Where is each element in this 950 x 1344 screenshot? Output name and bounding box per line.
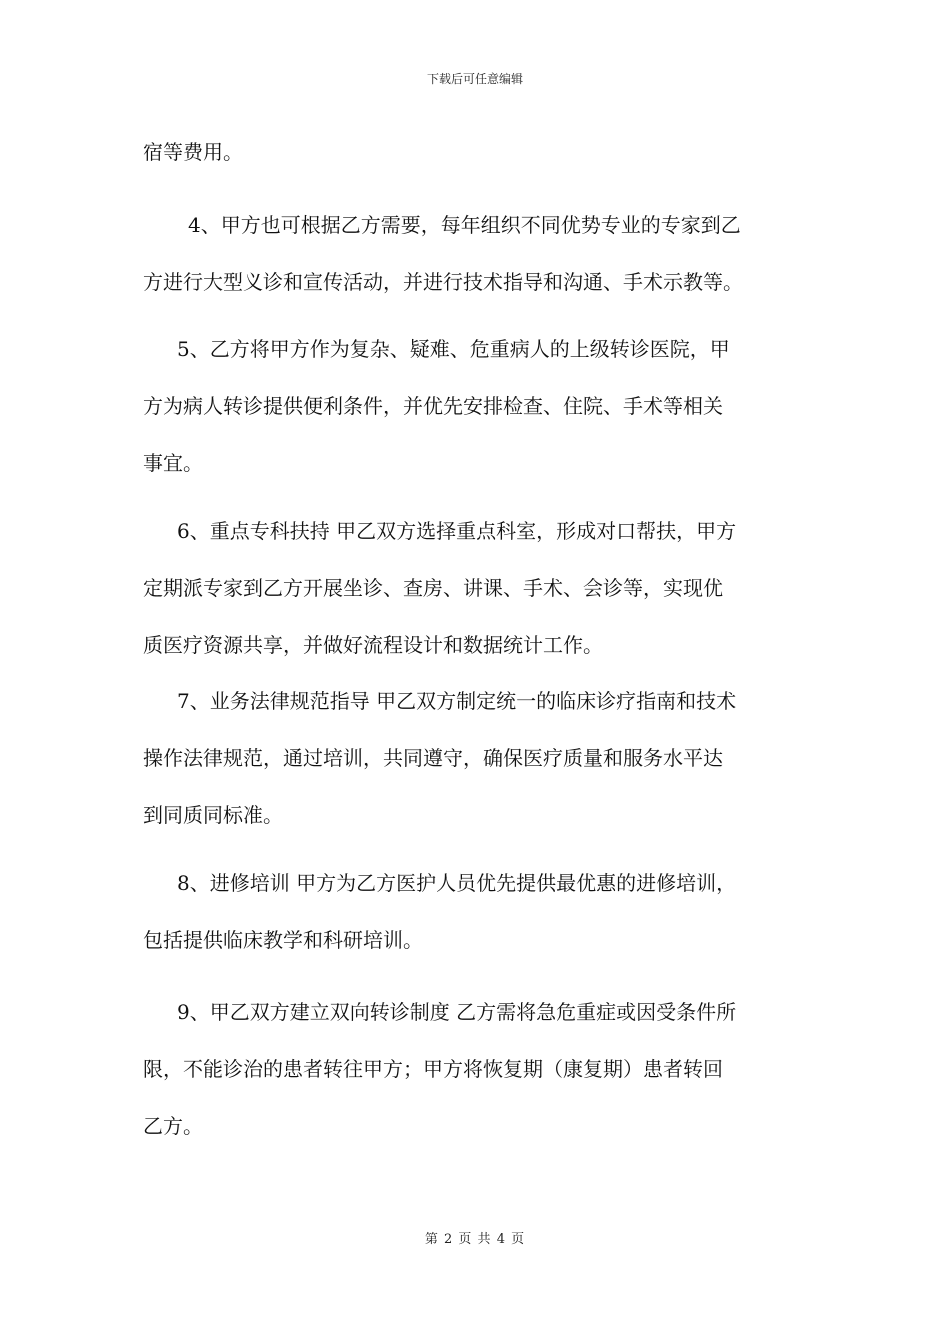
body-line-11: 操作法律规范，通过培训，共同遵守，确保医疗质量和服务水平达 [143, 746, 723, 770]
body-line-13: 8、进修培训 甲方为乙方医护人员优先提供最优惠的进修培训， [177, 871, 737, 895]
body-line-2: 4、甲方也可根据乙方需要，每年组织不同优势专业的专家到乙 [188, 213, 741, 237]
body-line-12: 到同质同标准。 [143, 803, 283, 827]
body-line-15: 9、甲乙双方建立双向转诊制度 乙方需将急危重症或因受条件所 [177, 1000, 737, 1024]
body-line-4: 5、乙方将甲方作为复杂、疑难、危重病人的上级转诊医院，甲 [177, 337, 730, 361]
body-line-8: 定期派专家到乙方开展坐诊、查房、讲课、手术、会诊等，实现优 [143, 576, 723, 600]
body-line-5: 方为病人转诊提供便利条件，并优先安排检查、住院、手术等相关 [143, 394, 723, 418]
body-line-3: 方进行大型义诊和宣传活动，并进行技术指导和沟通、手术示教等。 [143, 270, 743, 294]
body-line-17: 乙方。 [143, 1114, 203, 1138]
body-line-1: 宿等费用。 [143, 140, 243, 164]
body-line-7: 6、重点专科扶持 甲乙双方选择重点科室，形成对口帮扶，甲方 [177, 519, 737, 543]
body-line-14: 包括提供临床教学和科研培训。 [143, 928, 423, 952]
body-line-10: 7、业务法律规范指导 甲乙双方制定统一的临床诊疗指南和技术 [177, 689, 737, 713]
body-line-6: 事宜。 [143, 451, 203, 475]
body-line-16: 限，不能诊治的患者转往甲方；甲方将恢复期（康复期）患者转回 [143, 1057, 723, 1081]
page-header: 下载后可任意编辑 [426, 72, 523, 86]
page-footer: 第 2 页 共 4 页 [424, 1232, 526, 1247]
body-line-9: 质医疗资源共享，并做好流程设计和数据统计工作。 [143, 633, 603, 657]
